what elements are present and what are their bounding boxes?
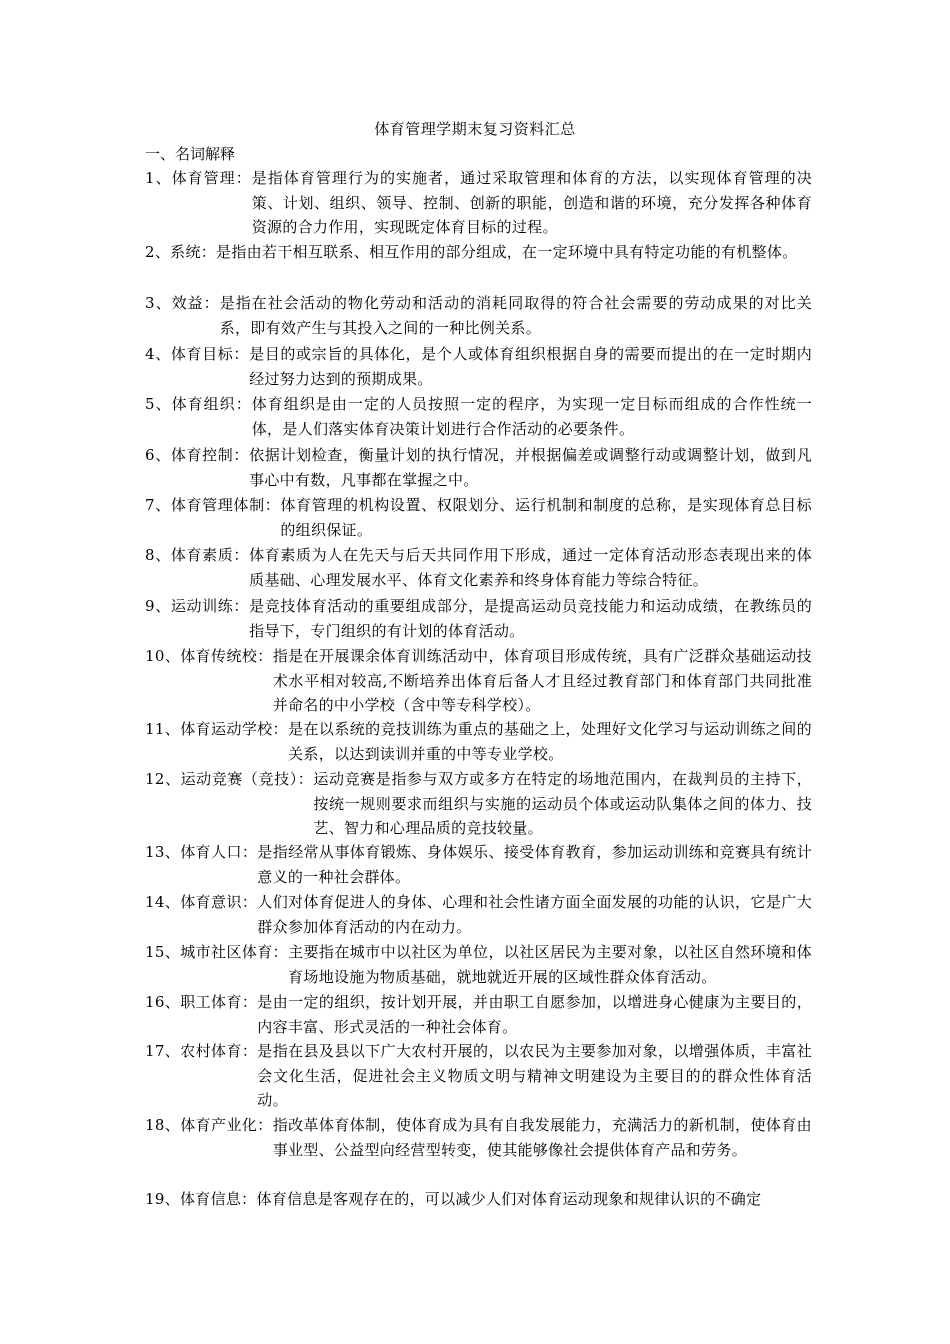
entry-term: 12、运动竞赛（竞技）： <box>145 770 314 788</box>
entry-term: 18、体育产业化： <box>145 1116 273 1134</box>
definition-entry <box>145 890 812 939</box>
definition-entry <box>145 493 812 542</box>
entry-definition: 人们对体育促进人的身体、心理和社会性诸方面全面发展的功能的认识，它是广大群众参加体育活动的内在动力。 <box>257 893 812 936</box>
entry-definition: 是目的或宗旨的具体化，是个人或体育组织根据自身的需要而提出的在一定时期内经过努力达到的预期成果。 <box>249 345 812 388</box>
entry-definition: 是在以系统的竞技训练为重点的基础之上，处理好文化学习与运动训练之间的关系，以达到读训并重的中等专业学校。 <box>288 720 812 763</box>
section-heading: 一、名词解释 <box>145 145 236 163</box>
entry-definition: 是指经常从事体育锻炼、身体娱乐、接受体育教育，参加运动训练和竞赛具有统计意义的一种社会群体。 <box>257 843 812 886</box>
entry-definition: 依据计划检查，衡量计划的执行情况，并根据偏差或调整行动或调整计划，做到凡事心中有数，凡事都在掌握之中。 <box>249 446 812 489</box>
entry-definition: 是指由若干相互联系、相互作用的部分组成，在一定环境中具有特定功能的有机整体。 <box>216 243 798 261</box>
entry-term: 4、体育目标： <box>145 345 250 363</box>
definition-entry <box>145 767 812 841</box>
entry-definition: 体育管理的机构设置、权限划分、运行机制和制度的总称，是实现体育总目标的组织保证。 <box>280 496 812 539</box>
entry-definition: 体育信息是客观存在的，可以减少人们对体育运动现象和规律认识的不确定 <box>256 1190 762 1208</box>
entry-definition: 指是在开展课余体育训练活动中，体育项目形成传统，具有广泛群众基础运动技术水平相对较高,不断培养出体育后备人才且经过教育部门和体育部门共同批准并命名的中小学校（含中等专科学校）。 <box>272 647 812 714</box>
definition-entry <box>145 543 812 592</box>
entry-term: 13、体育人口： <box>145 843 258 861</box>
entry-term: 10、体育传统校： <box>145 647 273 665</box>
entry-definition: 是指在社会活动的物化劳动和活动的消耗同取得的符合社会需要的劳动成果的对比关系，即有效产生与其投入之间的一种比例关系。 <box>219 294 812 337</box>
entry-term: 6、体育控制： <box>145 446 250 464</box>
entry-definition: 是由一定的组织，按计划开展，并由职工自愿参加，以增进身心健康为主要目的，内容丰富、形式灵活的一种社会体育。 <box>257 993 812 1036</box>
definition-entry <box>145 1113 812 1162</box>
definition-entry <box>145 166 812 240</box>
definition-entry <box>145 443 812 492</box>
definition-entry <box>145 1039 812 1113</box>
entry-definition: 体育组织是由一定的人员按照一定的程序，为实现一定目标而组成的合作性统一体，是人们落实体育决策计划进行合作活动的必要条件。 <box>251 395 812 438</box>
definition-entry <box>145 717 812 766</box>
entry-definition: 是指在县及县以下广大农村开展的，以农民为主要参加对象，以增强体质，丰富社会文化生活，促进社会主义物质文明与精神文明建设为主要目的的群众性体育活动。 <box>257 1042 812 1109</box>
entry-definition: 运动竞赛是指参与双方或多方在特定的场地范围内，在裁判员的主持下，按统一规则要求而组织与实施的运动员个体或运动队集体之间的体力、技艺、智力和心理品质的竞技较量。 <box>313 770 812 837</box>
definition-entry <box>145 240 812 265</box>
entry-definition: 体育素质为人在先天与后天共同作用下形成，通过一定体育活动形态表现出来的体质基础、心理发展水平、体育文化素养和终身体育能力等综合特征。 <box>249 546 812 589</box>
definition-entry <box>145 990 812 1039</box>
entry-term: 9、运动训练： <box>145 597 250 615</box>
entry-definition: 指改革体育体制，使体育成为具有自我发展能力，充满活力的新机制，使体育由事业型、公益型向经营型转变，使其能够像社会提供体育产品和劳务。 <box>272 1116 812 1159</box>
entry-term: 7、体育管理体制： <box>145 496 281 514</box>
entry-term: 16、职工体育： <box>145 993 258 1011</box>
entry-term: 19、体育信息： <box>145 1190 257 1208</box>
entry-definition: 主要指在城市中以社区为单位，以社区居民为主要对象，以社区自然环境和体育场地设施为物质基础，就地就近开展的区域性群众体育活动。 <box>288 943 812 986</box>
definition-entry <box>145 940 812 989</box>
definition-entry <box>145 342 812 391</box>
document-title: 体育管理学期末复习资料汇总 <box>374 120 576 138</box>
definition-entry <box>145 594 812 643</box>
entry-term: 15、城市社区体育： <box>145 943 289 961</box>
entry-term: 14、体育意识： <box>145 893 258 911</box>
entry-term: 3、效益： <box>145 294 220 312</box>
entry-term: 1、体育管理： <box>145 169 252 187</box>
entry-term: 17、农村体育： <box>145 1042 258 1060</box>
definition-entry <box>145 1187 812 1212</box>
entry-term: 11、体育运动学校： <box>145 720 289 738</box>
definition-entry <box>145 644 812 718</box>
entry-term: 8、体育素质： <box>145 546 250 564</box>
entry-term: 2、系统： <box>145 243 217 261</box>
entry-definition: 是竞技体育活动的重要组成部分，是提高运动员竞技能力和运动成绩，在教练员的指导下，专门组织的有计划的体育活动。 <box>249 597 812 640</box>
definition-entry <box>145 291 812 340</box>
entry-definition: 是指体育管理行为的实施者，通过采取管理和体育的方法，以实现体育管理的决策、计划、组织、领导、控制、创新的职能，创造和谐的环境，充分发挥各种体育资源的合力作用，实现既定体育目标的过程。 <box>251 169 812 236</box>
definition-entry <box>145 840 812 889</box>
definition-entry <box>145 392 812 441</box>
entry-term: 5、体育组织： <box>145 395 252 413</box>
